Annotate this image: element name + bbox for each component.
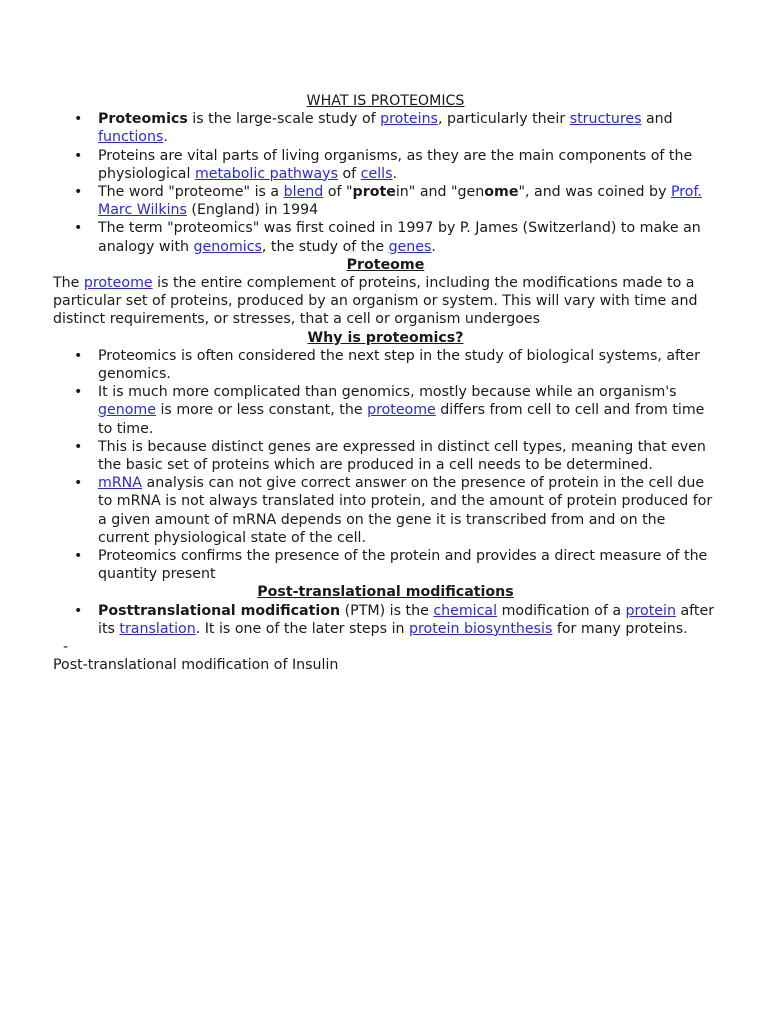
text: This is because distinct genes are expressed in distinct cell types, meaning that even the basic set of proteins which are produced in a cell needs to be determined. bbox=[98, 438, 706, 474]
text: The word "proteome" is a bbox=[98, 184, 284, 201]
link-proteins[interactable]: proteins bbox=[380, 111, 438, 128]
section-heading-proteome: Proteome bbox=[346, 256, 425, 273]
link-protein[interactable]: protein bbox=[625, 602, 676, 619]
text: in" and "gen bbox=[395, 184, 485, 201]
link-proteome[interactable]: proteome bbox=[367, 402, 436, 419]
text: is the entire complement of proteins, including the modifications made to a particular set of proteins, produced by an organism or system. This will vary with time and distinct requirements, or stresses, that a cell or organism undergoes bbox=[53, 275, 698, 328]
text: . bbox=[392, 165, 397, 182]
bold-ome: ome bbox=[484, 184, 519, 201]
link-mrna[interactable]: mRNA bbox=[98, 475, 142, 492]
page-title: WHAT IS PROTEOMICS bbox=[306, 93, 465, 109]
link-genes[interactable]: genes bbox=[388, 238, 432, 255]
why-list bbox=[53, 347, 718, 584]
text: The bbox=[53, 275, 84, 292]
insulin-caption: Post-translational modification of Insulin bbox=[53, 657, 339, 674]
dash-marker: - bbox=[63, 639, 69, 656]
list-item bbox=[53, 602, 718, 638]
bullet: • bbox=[74, 548, 83, 565]
link-functions[interactable]: functions bbox=[98, 129, 164, 146]
intro-list bbox=[53, 110, 718, 256]
list-item bbox=[53, 547, 718, 583]
list-item bbox=[53, 347, 718, 383]
link-protein-biosynthesis[interactable]: protein biosynthesis bbox=[409, 620, 553, 637]
link-genome[interactable]: genome bbox=[98, 402, 156, 419]
bullet: • bbox=[74, 111, 83, 128]
link-cells[interactable]: cells bbox=[360, 165, 393, 182]
text: . It is one of the later steps in bbox=[195, 620, 410, 637]
bullet: • bbox=[74, 347, 83, 364]
bullet: • bbox=[74, 220, 83, 237]
text: The term "proteomics" was first coined in 1997 by P. James (Switzerland) to make an analogy with bbox=[98, 220, 701, 255]
text: Proteomics is often considered the next step in the study of biological systems, after genomics. bbox=[98, 347, 700, 383]
text: of bbox=[337, 165, 361, 182]
text: for many proteins. bbox=[552, 620, 688, 637]
text: . bbox=[431, 238, 436, 255]
bold-term: Posttranslational modification bbox=[98, 602, 341, 619]
link-marc-wilkins[interactable]: Prof. Marc Wilkins bbox=[98, 184, 702, 219]
text: differs from cell to cell and from time to time. bbox=[98, 402, 705, 437]
text: . bbox=[163, 129, 168, 146]
link-chemical[interactable]: chemical bbox=[433, 602, 498, 619]
text: (PTM) is the bbox=[340, 602, 434, 619]
text: of " bbox=[323, 184, 353, 201]
text: and bbox=[641, 111, 673, 128]
list-item bbox=[53, 110, 718, 146]
link-proteome[interactable]: proteome bbox=[83, 275, 153, 292]
link-genomics[interactable]: genomics bbox=[193, 238, 262, 255]
text: after its bbox=[98, 602, 715, 637]
proteome-paragraph bbox=[53, 274, 718, 329]
list-item bbox=[53, 183, 718, 219]
text: (England) in 1994 bbox=[186, 202, 319, 219]
bullet: • bbox=[74, 602, 83, 619]
bullet: • bbox=[74, 438, 83, 455]
list-item bbox=[53, 474, 718, 547]
link-metabolic-pathways[interactable]: metabolic pathways bbox=[194, 165, 338, 182]
bullet: • bbox=[74, 184, 83, 201]
text: analysis can not give correct answer on the presence of protein in the cell due to mRNA is not always translated into protein, and the amount of protein produced for a given amount of mRNA depends on the gene it is transcribed from and on the current physiological state of the cell. bbox=[98, 475, 713, 546]
bullet: • bbox=[74, 147, 83, 164]
bold-prote: prote bbox=[352, 184, 396, 201]
bold-term: Proteomics bbox=[98, 111, 188, 128]
list-item bbox=[53, 383, 718, 438]
ptm-list bbox=[53, 602, 718, 638]
text: , particularly their bbox=[437, 111, 570, 128]
text: is more or less constant, the bbox=[155, 402, 368, 419]
text: It is much more complicated than genomics, mostly because while an organism's bbox=[98, 384, 677, 401]
text: Proteins are vital parts of living organisms, as they are the main components of the physiological bbox=[98, 147, 693, 182]
link-blend[interactable]: blend bbox=[283, 184, 324, 201]
text: is the large-scale study of bbox=[187, 111, 381, 128]
document-page bbox=[53, 92, 718, 674]
text: , the study of the bbox=[261, 238, 389, 255]
section-heading-ptm: Post-translational modifications bbox=[257, 584, 514, 601]
bullet: • bbox=[74, 475, 83, 492]
list-item bbox=[53, 147, 718, 183]
link-translation[interactable]: translation bbox=[119, 620, 196, 637]
text: ", and was coined by bbox=[518, 184, 671, 201]
link-structures[interactable]: structures bbox=[569, 111, 642, 128]
section-heading-why: Why is proteomics? bbox=[307, 329, 464, 346]
list-item bbox=[53, 219, 718, 255]
text: Proteomics confirms the presence of the protein and provides a direct measure of the quantity present bbox=[98, 548, 708, 583]
text: modification of a bbox=[497, 602, 626, 619]
bullet: • bbox=[74, 384, 83, 401]
list-item bbox=[53, 438, 718, 474]
